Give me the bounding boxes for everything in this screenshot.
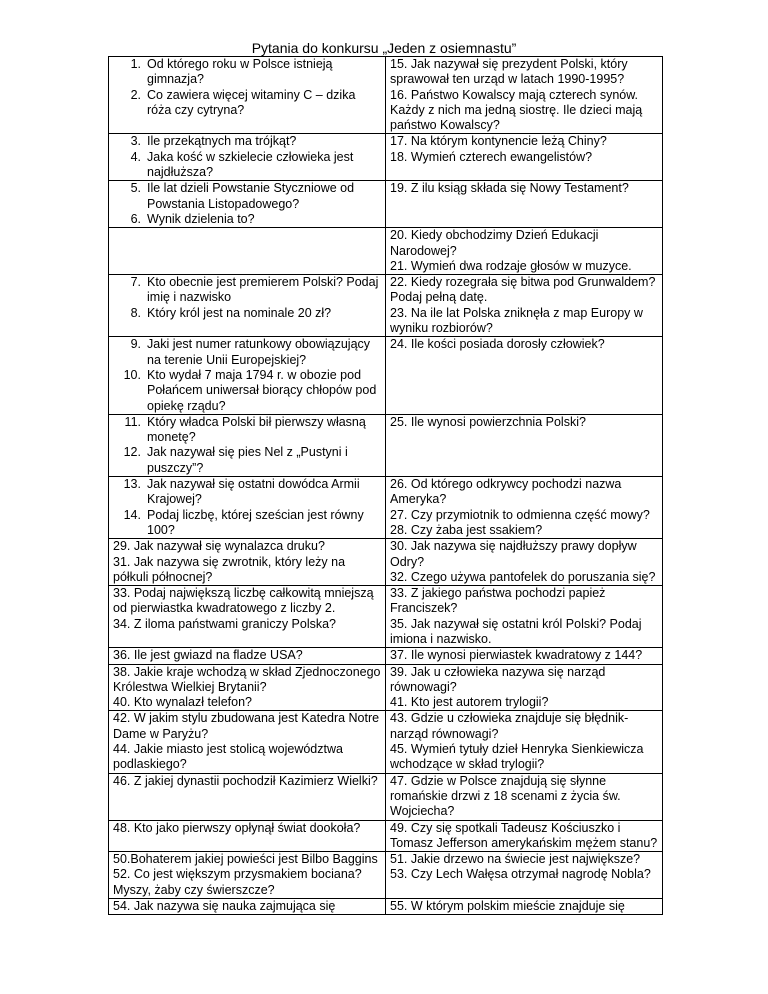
table-row (109, 337, 663, 414)
table-row (109, 711, 663, 773)
right-cell (386, 57, 663, 134)
question-text: 44. Jakie miasto jest stolicą województwa podlaskiego? (113, 742, 343, 772)
question-text: 23. Na ile lat Polska zniknęła z map Europy w wyniku rozbiorów? (390, 305, 643, 336)
question-item (390, 150, 658, 165)
question-item (113, 181, 381, 212)
question-text: 18. Wymień czterech ewangelistów? (390, 149, 593, 164)
table-row (109, 852, 663, 899)
question-item (390, 134, 658, 149)
left-cell (109, 773, 386, 820)
question-text: 15. Jak nazywał się prezydent Polski, który sprawował ten urząd w latach 1990-1995? (390, 57, 628, 87)
question-text: 19. Z ilu ksiąg składa się Nowy Testament? (390, 181, 629, 196)
question-item (390, 508, 658, 523)
question-item (113, 212, 381, 227)
question-item (390, 665, 658, 696)
question-text: 34. Z iloma państwami graniczy Polska? (113, 616, 337, 631)
question-text: Jaki jest numer ratunkowy obowiązujący na terenie Unii Europejskiej? (147, 337, 371, 367)
question-item (390, 306, 658, 337)
question-item (113, 539, 381, 554)
question-text: 45. Wymień tytuły dzieł Henryka Sienkiewicza wchodzące w skład trylogii? (390, 742, 644, 772)
question-item (390, 648, 658, 663)
question-item (113, 774, 381, 789)
question-item (113, 134, 381, 149)
question-item (390, 570, 658, 585)
question-item (390, 259, 658, 274)
question-text: Ile lat dzieli Powstanie Styczniowe od Powstania Listopadowego? (147, 181, 355, 211)
right-cell (386, 586, 663, 648)
question-number: 14. (123, 507, 141, 522)
question-text: Który król jest na nominale 20 zł? (147, 305, 332, 320)
question-item (390, 821, 658, 852)
question-text: 39. Jak u człowieka nazywa się narząd równowagi? (390, 664, 606, 694)
question-text: 21. Wymień dwa rodzaje głosów w muzyce. (390, 258, 632, 273)
question-item (390, 774, 658, 820)
question-item (113, 742, 381, 773)
question-text: 51. Jakie drzewo na świecie jest największe? (390, 852, 641, 867)
question-number: 12. (123, 445, 141, 460)
table-row (109, 664, 663, 711)
question-item (113, 415, 381, 446)
question-text: 16. Państwo Kowalscy mają czterech synów. Każdy z nich ma jedną siostrę. Ile dzieci mają państwo Kowalscy? (390, 87, 643, 133)
left-cell (109, 899, 386, 915)
right-cell (386, 899, 663, 915)
table-row (109, 414, 663, 476)
question-number: 3. (130, 134, 141, 149)
question-number: 13. (123, 477, 141, 492)
right-cell (386, 852, 663, 899)
question-item (390, 539, 658, 570)
left-cell (109, 711, 386, 773)
question-text: 50.Bohaterem jakiej powieści jest Bilbo Baggins (113, 852, 378, 867)
right-cell (386, 648, 663, 664)
question-item (113, 617, 381, 632)
question-text: 29. Jak nazywał się wynalazca druku? (113, 539, 325, 554)
question-item (113, 57, 381, 88)
question-item (390, 523, 658, 538)
right-cell (386, 414, 663, 476)
question-number: 9. (130, 337, 141, 352)
left-cell (109, 414, 386, 476)
question-text: 33. Z jakiego państwa pochodzi papież Franciszek? (390, 586, 606, 616)
question-item (113, 648, 381, 663)
table-row (109, 899, 663, 915)
question-item (113, 445, 381, 476)
question-text: Wynik dzielenia to? (147, 211, 255, 226)
right-cell (386, 181, 663, 228)
question-item (390, 899, 658, 914)
question-item (113, 899, 381, 914)
question-text: 27. Czy przymiotnik to odmienna część mowy? (390, 507, 650, 522)
question-item (390, 57, 658, 88)
question-item (390, 852, 658, 867)
question-text: 52. Co jest większym przysmakiem bociana? Myszy, żaby czy świerszcze? (113, 867, 362, 897)
question-text: 53. Czy Lech Wałęsa otrzymał nagrodę Nobla? (390, 867, 651, 882)
question-text: 49. Czy się spotkali Tadeusz Kościuszko i Tomasz Jefferson amerykańskim mężem stanu? (390, 820, 658, 850)
table-row (109, 275, 663, 337)
question-text: 38. Jakie kraje wchodzą w skład Zjednoczonego Królestwa Wielkiej Brytanii? (113, 664, 381, 694)
question-text: 35. Jak nazywał się ostatni król Polski? Podaj imiona i nazwisko. (390, 616, 642, 646)
question-item (390, 228, 658, 259)
question-item (390, 586, 658, 617)
question-item (113, 852, 381, 867)
question-text: 54. Jak nazywa się nauka zajmująca się (113, 899, 336, 914)
question-item (390, 337, 658, 352)
question-item (113, 275, 381, 306)
question-text: 46. Z jakiej dynastii pochodził Kazimierz Wielki? (113, 773, 378, 788)
table-row (109, 773, 663, 820)
question-text: 48. Kto jako pierwszy opłynął świat dookoła? (113, 820, 361, 835)
question-text: 31. Jak nazywa się zwrotnik, który leży na półkuli północnej? (113, 554, 346, 584)
question-text: 22. Kiedy rozegrała się bitwa pod Grunwaldem? Podaj pełną datę. (390, 275, 656, 305)
question-text: 55. W którym polskim mieście znajduje się (390, 899, 625, 914)
question-number: 11. (124, 414, 141, 429)
question-item (113, 477, 381, 508)
question-item (390, 867, 658, 882)
question-text: 40. Kto wynalazł telefon? (113, 695, 252, 710)
question-item (113, 665, 381, 696)
left-cell (109, 664, 386, 711)
table-row (109, 181, 663, 228)
right-cell (386, 539, 663, 586)
question-text: 24. Ile kości posiada dorosły człowiek? (390, 337, 605, 352)
table-row (109, 820, 663, 852)
question-item (390, 88, 658, 134)
table-row (109, 228, 663, 275)
question-text: 33. Podaj największą liczbę całkowitą mniejszą od pierwiastka kwadratowego z liczby 2. (113, 586, 374, 616)
left-cell (109, 228, 386, 275)
question-item (113, 586, 381, 617)
question-number: 5. (130, 181, 141, 196)
question-number: 4. (130, 149, 141, 164)
right-cell (386, 711, 663, 773)
left-cell (109, 57, 386, 134)
question-text: 43. Gdzie u człowieka znajduje się błędnik-narząd równowagi? (390, 711, 629, 741)
table-row (109, 477, 663, 539)
questions-table (108, 56, 663, 915)
question-number: 7. (130, 275, 141, 290)
question-text: Jaka kość w szkielecie człowieka jest najdłuższa? (147, 149, 354, 180)
questions-table-body (109, 57, 663, 915)
question-text: Od którego roku w Polsce istnieją gimnazja? (147, 57, 333, 87)
question-text: Podaj liczbę, której sześcian jest równy 100? (147, 507, 364, 537)
question-text: 26. Od którego odkrywcy pochodzi nazwa Ameryka? (390, 477, 622, 507)
question-text: 42. W jakim stylu zbudowana jest Katedra Notre Dame w Paryżu? (113, 711, 380, 741)
question-text: 41. Kto jest autorem trylogii? (390, 695, 549, 710)
right-cell (386, 773, 663, 820)
question-number: 6. (130, 211, 141, 226)
question-item (113, 821, 381, 836)
question-text: Jak nazywał się ostatni dowódca Armii Krajowej? (147, 477, 360, 507)
page-title: Pytania do konkursu „Jeden z osiemnastu” (251, 40, 517, 56)
question-item (113, 867, 381, 898)
question-text: 25. Ile wynosi powierzchnia Polski? (390, 414, 586, 429)
question-item (390, 711, 658, 742)
question-text: 28. Czy żaba jest ssakiem? (390, 522, 543, 537)
question-number: 8. (130, 305, 141, 320)
question-item (390, 275, 658, 306)
question-number: 1. (130, 57, 141, 71)
left-cell (109, 134, 386, 181)
question-item (113, 88, 381, 119)
table-row (109, 648, 663, 664)
question-number: 2. (130, 87, 141, 102)
left-cell (109, 820, 386, 852)
right-cell (386, 134, 663, 181)
question-item (390, 695, 658, 710)
left-cell (109, 181, 386, 228)
question-text: Który władca Polski bił pierwszy własną monetę? (147, 414, 366, 445)
question-item (390, 617, 658, 648)
table-row (109, 586, 663, 648)
table-row (109, 57, 663, 134)
question-item (113, 695, 381, 710)
question-item (390, 181, 658, 196)
question-text: 36. Ile jest gwiazd na fladze USA? (113, 648, 303, 663)
right-cell (386, 477, 663, 539)
question-text: Co zawiera więcej witaminy C – dzika róża czy cytryna? (147, 87, 356, 117)
question-text: 20. Kiedy obchodzimy Dzień Edukacji Narodowej? (390, 228, 599, 258)
left-cell (109, 337, 386, 414)
question-text: Kto obecnie jest premierem Polski? Podaj imię i nazwisko (147, 275, 379, 305)
question-item (113, 508, 381, 539)
question-item (390, 477, 658, 508)
right-cell (386, 337, 663, 414)
right-cell (386, 820, 663, 852)
question-text: Jak nazywał się pies Nel z „Pustyni i puszczy”? (147, 445, 348, 475)
question-item (113, 337, 381, 368)
question-item (390, 742, 658, 773)
question-item (113, 306, 381, 321)
question-item (113, 711, 381, 742)
left-cell (109, 477, 386, 539)
question-text: 17. Na którym kontynencie leżą Chiny? (390, 134, 607, 149)
right-cell (386, 275, 663, 337)
question-text: 47. Gdzie w Polsce znajdują się słynne romańskie drzwi z 18 scenami z życia św. Wojciecha? (390, 773, 621, 819)
question-item (113, 368, 381, 414)
question-number: 10. (123, 367, 141, 382)
table-row (109, 134, 663, 181)
left-cell (109, 275, 386, 337)
question-text: 37. Ile wynosi pierwiastek kwadratowy z 144? (390, 648, 643, 663)
left-cell (109, 539, 386, 586)
question-text: 30. Jak nazywa się najdłuższy prawy dopływ Odry? (390, 539, 637, 569)
right-cell (386, 228, 663, 275)
question-item (390, 415, 658, 430)
left-cell (109, 648, 386, 664)
left-cell (109, 586, 386, 648)
right-cell (386, 664, 663, 711)
question-text: Ile przekątnych ma trójkąt? (147, 134, 297, 149)
question-text: Kto wydał 7 maja 1794 r. w obozie pod Połańcem uniwersał biorący chłopów pod opiekę rządu? (147, 367, 377, 413)
table-row (109, 539, 663, 586)
question-text: 32. Czego używa pantofelek do poruszania się? (390, 569, 656, 584)
question-item (113, 150, 381, 181)
left-cell (109, 852, 386, 899)
question-item (113, 555, 381, 586)
